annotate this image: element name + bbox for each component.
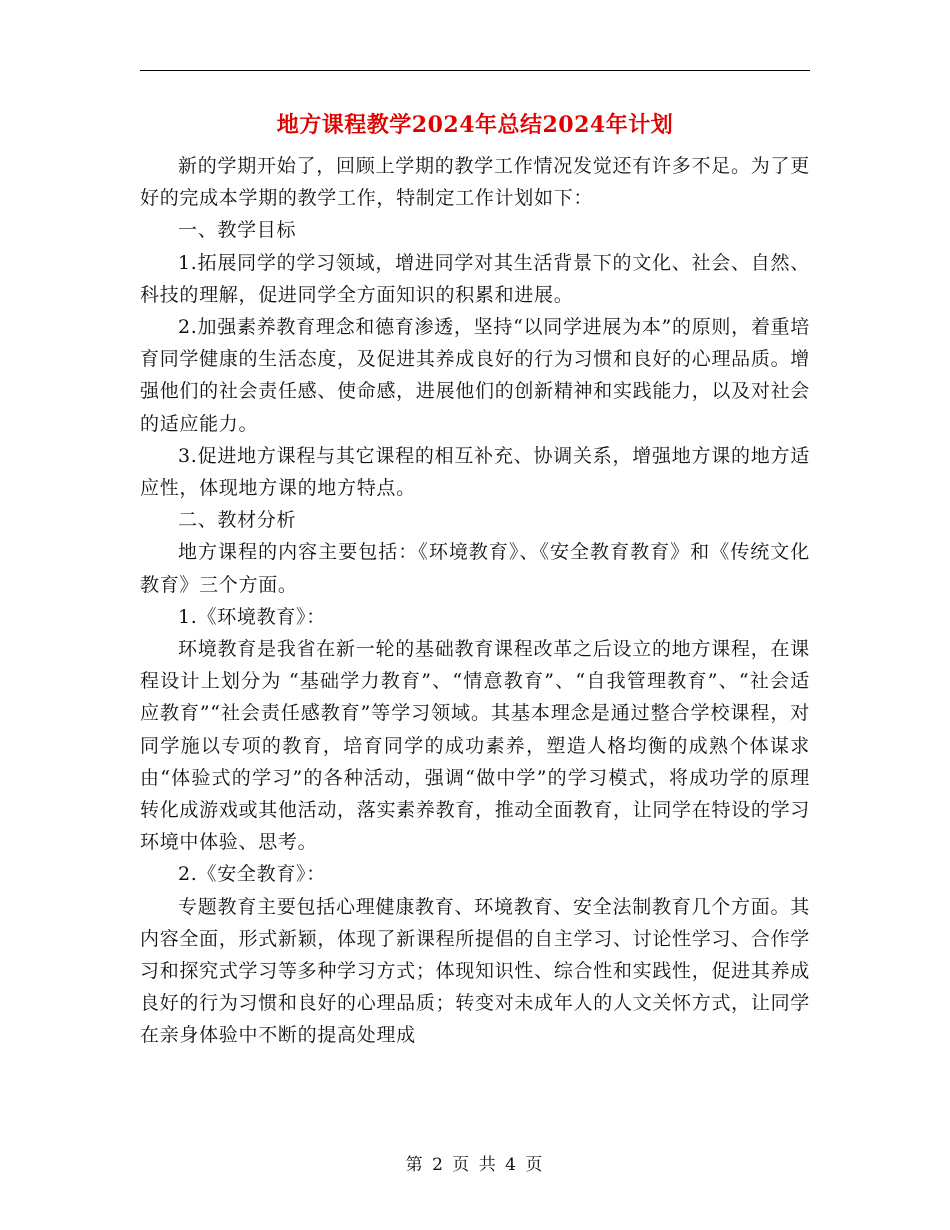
- paragraph-goal-3: 3.促进地方课程与其它课程的相互补充、协调关系，增强地方课的地方适应性，体现地方课的地方特点。: [140, 444, 810, 500]
- paragraph-material-overview: 地方课程的内容主要包括：《环境教育》、《安全教育教育》和《传统文化教育》三个方面。: [140, 541, 810, 596]
- document-title: 地方课程教学2024年总结2024年计划: [276, 112, 674, 138]
- subheading-safety-education: 2.《安全教育》：: [178, 863, 326, 886]
- heading-teaching-goals: 一、教学目标: [178, 219, 297, 242]
- paragraph-environment-education: 环境教育是我省在新一轮的基础教育课程改革之后设立的地方课程，在课程设计上划分为 “基础学力教育”、“情意教育”、“自我管理教育”、“社会适应教育”“社会责任感教育”等学习领域。其基本理念是通过整合学校课程，对同学施以专项的教育，培育同学的成功素养，塑造人格均衡的成熟个体谋求由“体验式的学习”的各种活动，强调“做中学”的学习模式，将成功学的原理转化成游戏或其他活动，落实素养教育，推动全面教育，让同学在特设的学习环境中体验、思考。: [140, 638, 810, 854]
- paragraph-safety-education: 专题教育主要包括心理健康教育、环境教育、安全法制教育几个方面。其内容全面，形式新颖，体现了新课程所提倡的自主学习、讨论性学习、合作学习和探究式学习等多种学习方式；体现知识性、综合性和实践性，促进其养成良好的行为习惯和良好的心理品质；转变对未成年人的人文关怀方式，让同学在亲身体验中不断的提高处理成: [140, 895, 810, 1047]
- paragraph-goal-2: 2.加强素养教育理念和德育渗透，坚持“以同学进展为本”的原则，着重培育同学健康的生活态度，及促进其养成良好的行为习惯和良好的心理品质。增强他们的社会责任感、使命感，进展他们的创新精神和实践能力，以及对社会的适应能力。: [140, 316, 810, 435]
- paragraph-goal-1: 1.拓展同学的学习领域，增进同学对其生活背景下的文化、社会、自然、科技的理解，促进同学全方面知识的积累和进展。: [140, 251, 810, 306]
- page-footer: 第 2 页 共 4 页: [405, 1155, 545, 1175]
- header-rule: [140, 70, 810, 71]
- paragraph-intro: 新的学期开始了，回顾上学期的教学工作情况发觉还有许多不足。为了更好的完成本学期的教学工作，特制定工作计划如下：: [140, 155, 810, 210]
- document-body: [140, 150, 810, 1052]
- subheading-environment-education: 1.《环境教育》：: [178, 605, 326, 628]
- heading-material-analysis: 二、教材分析: [178, 509, 297, 532]
